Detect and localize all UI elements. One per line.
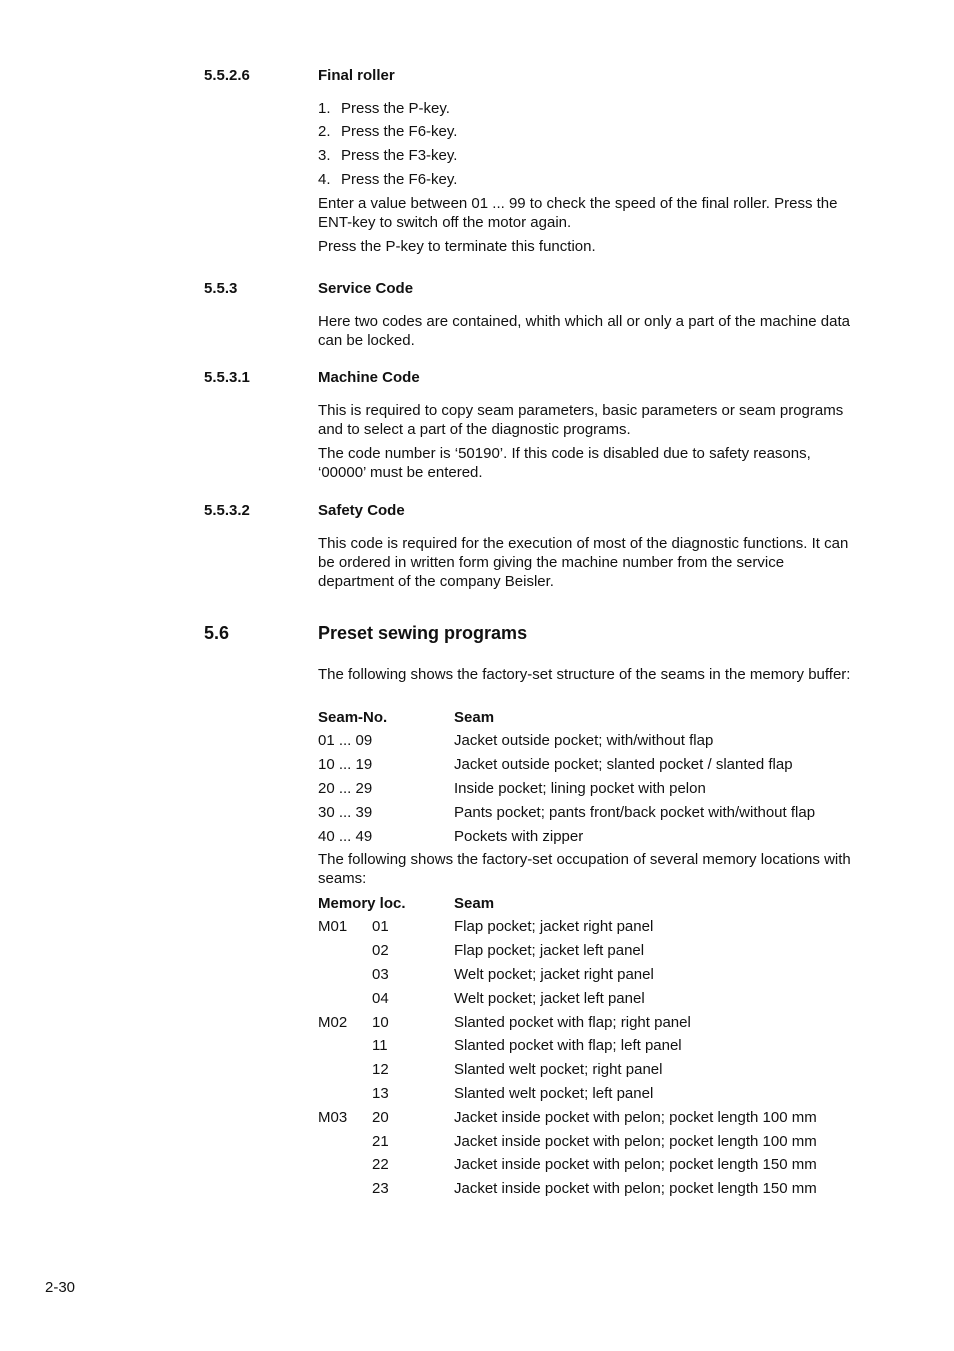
table-cell: 20 bbox=[372, 1109, 389, 1126]
table-cell: M02 bbox=[318, 1014, 348, 1031]
table-cell: 11 bbox=[372, 1037, 388, 1054]
list-number: 1. bbox=[318, 100, 331, 117]
paragraph: The code number is ‘50190’. If this code is disabled due to safety reasons, ‘00000’ must be entered. bbox=[318, 445, 811, 481]
section-number: 5.5.3.1 bbox=[204, 369, 250, 386]
paragraph: The following shows the factory-set structure of the seams in the memory buffer: bbox=[318, 666, 851, 683]
table-cell: Inside pocket; lining pocket with pelon bbox=[454, 780, 706, 797]
table-cell: Jacket inside pocket with pelon; pocket length 100 mm bbox=[454, 1133, 817, 1150]
paragraph: Press the P-key to terminate this function. bbox=[318, 238, 596, 255]
list-text: Press the F3-key. bbox=[341, 147, 458, 164]
table-cell: M01 bbox=[318, 918, 348, 935]
table-header: Seam-No. bbox=[318, 709, 388, 726]
section-title: Safety Code bbox=[318, 502, 405, 519]
table-cell: 12 bbox=[372, 1061, 389, 1078]
table-cell: Jacket outside pocket; slanted pocket / slanted flap bbox=[454, 756, 793, 773]
table-cell: 03 bbox=[372, 966, 389, 983]
table-cell: Jacket outside pocket; with/without flap bbox=[454, 732, 714, 749]
paragraph: Here two codes are contained, whith which all or only a part of the machine data can be locked. bbox=[318, 313, 850, 349]
table-cell: 02 bbox=[372, 942, 389, 959]
list-text: Press the F6-key. bbox=[341, 171, 458, 188]
list-text: Press the P-key. bbox=[341, 100, 450, 117]
table-cell: Welt pocket; jacket left panel bbox=[454, 990, 645, 1007]
table-cell: 04 bbox=[372, 990, 389, 1007]
list-item bbox=[318, 170, 457, 189]
table-cell: 13 bbox=[372, 1085, 389, 1102]
section-number: 5.5.3.2 bbox=[204, 502, 250, 519]
table-cell: 23 bbox=[372, 1180, 389, 1197]
paragraph: Enter a value between 01 ... 99 to check the speed of the final roller. Press the ENT-key to switch off the motor again. bbox=[318, 195, 838, 231]
list-number: 3. bbox=[318, 147, 331, 164]
section-number: 5.5.3 bbox=[204, 280, 238, 297]
table-cell: 40 ... 49 bbox=[318, 828, 373, 845]
table-cell: Welt pocket; jacket right panel bbox=[454, 966, 654, 983]
section-title: Machine Code bbox=[318, 369, 420, 386]
chapter-title: Preset sewing programs bbox=[318, 623, 528, 643]
chapter-number: 5.6 bbox=[204, 623, 230, 643]
table-header: Memory loc. bbox=[318, 895, 406, 912]
table-cell: 20 ... 29 bbox=[318, 780, 373, 797]
table-cell: Flap pocket; jacket right panel bbox=[454, 918, 654, 935]
table-cell: 30 ... 39 bbox=[318, 804, 373, 821]
page-number: 2-30 bbox=[45, 1279, 76, 1296]
table-cell: 21 bbox=[372, 1133, 389, 1150]
table-cell: 10 bbox=[372, 1014, 389, 1031]
table-cell: 22 bbox=[372, 1156, 389, 1173]
table-cell: M03 bbox=[318, 1109, 348, 1126]
table-cell: Slanted welt pocket; right panel bbox=[454, 1061, 663, 1078]
table-cell: Slanted pocket with flap; left panel bbox=[454, 1037, 682, 1054]
table-cell: Pockets with zipper bbox=[454, 828, 584, 845]
paragraph: This code is required for the execution of most of the diagnostic functions. It can be ordered in written form giving the machine number from the service department of the company Beisler. bbox=[318, 535, 849, 590]
list-number: 2. bbox=[318, 123, 331, 140]
table-cell: 10 ... 19 bbox=[318, 756, 373, 773]
paragraph: This is required to copy seam parameters, basic parameters or seam programs and to select a part of the diagnostic programs. bbox=[318, 402, 844, 438]
table-cell: Jacket inside pocket with pelon; pocket length 150 mm bbox=[454, 1180, 817, 1197]
section-number: 5.5.2.6 bbox=[204, 67, 250, 84]
table-cell: Slanted pocket with flap; right panel bbox=[454, 1014, 691, 1031]
section-title: Service Code bbox=[318, 280, 414, 297]
list-text: Press the F6-key. bbox=[341, 123, 458, 140]
table-cell: 01 ... 09 bbox=[318, 732, 373, 749]
table-cell: Jacket inside pocket with pelon; pocket length 100 mm bbox=[454, 1109, 817, 1126]
list-item bbox=[318, 146, 457, 165]
section-title: Final roller bbox=[318, 67, 395, 84]
table-cell: 01 bbox=[372, 918, 389, 935]
table-cell: Pants pocket; pants front/back pocket with/without flap bbox=[454, 804, 816, 821]
table-header: Seam bbox=[454, 895, 495, 912]
list-item bbox=[318, 122, 457, 141]
table-cell: Flap pocket; jacket left panel bbox=[454, 942, 645, 959]
list-number: 4. bbox=[318, 171, 331, 188]
table-cell: Slanted welt pocket; left panel bbox=[454, 1085, 654, 1102]
table-header: Seam bbox=[454, 709, 495, 726]
table-cell: Jacket inside pocket with pelon; pocket length 150 mm bbox=[454, 1156, 817, 1173]
list-item bbox=[318, 99, 450, 118]
paragraph: The following shows the factory-set occupation of several memory locations with seams: bbox=[318, 851, 851, 887]
